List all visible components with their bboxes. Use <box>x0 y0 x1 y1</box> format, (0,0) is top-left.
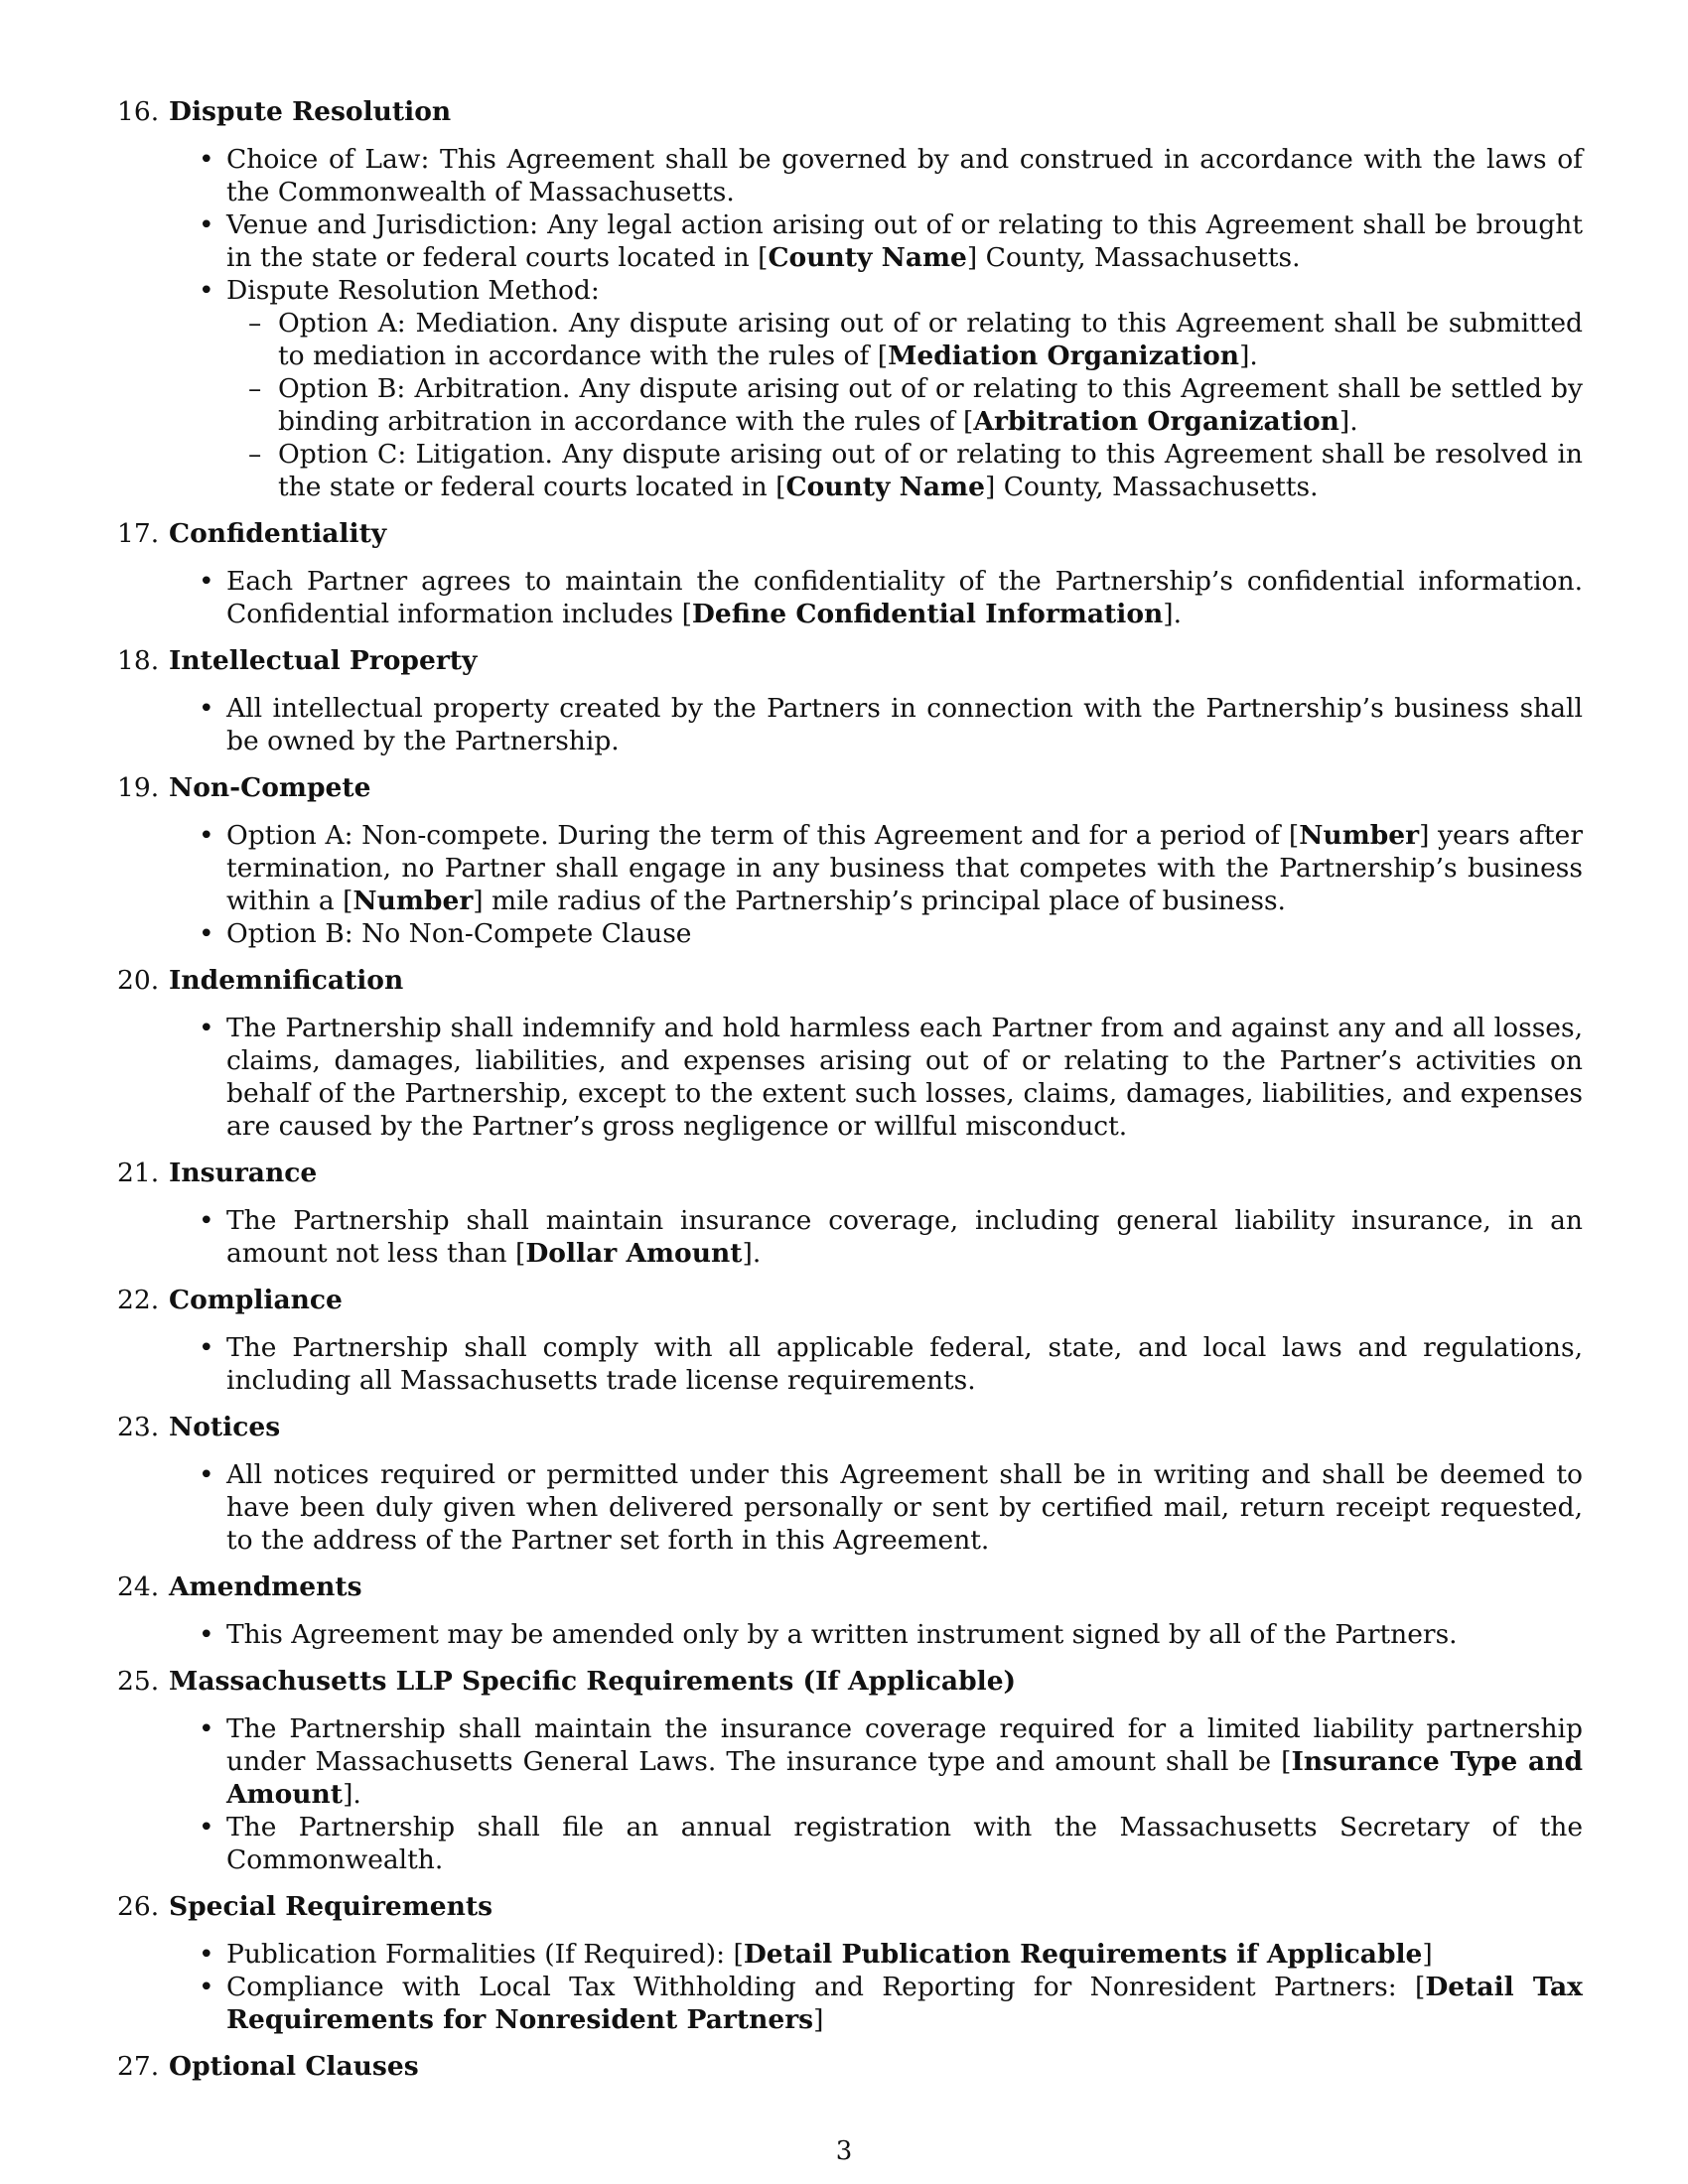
section-number: 16. <box>117 96 160 127</box>
section-heading <box>117 1665 1583 1698</box>
placeholder-field: Arbitration Organization <box>973 406 1339 437</box>
bullet-list <box>117 1458 1583 1557</box>
list-item <box>226 143 1583 208</box>
section-number: 18. <box>117 645 160 676</box>
clause-text: ] County, Massachusetts. <box>966 242 1301 273</box>
clause-text: ]. <box>742 1238 762 1269</box>
section-title: Optional Clauses <box>169 2051 419 2082</box>
clause-text: ]. <box>1239 341 1258 371</box>
clause-text: ] County, Massachusetts. <box>984 472 1319 502</box>
bullet-list <box>117 565 1583 630</box>
list-item <box>226 1971 1583 2036</box>
clause-text: The Partnership shall indemnify and hold harmless each Partner from and against any and all losses, claims, damages, liabilities, and expenses arising out of or relating to the Partner’s activities on behalf of the Partnership, except to the extent such losses, claims, damages, liabilities, and expenses are caused by the Partner’s gross negligence or willful misconduct. <box>226 1013 1583 1142</box>
clause-text: ]. <box>1163 599 1183 629</box>
clause-text: Option C: Litigation. Any dispute arising out of or relating to this Agreement shall be resolved in the state or federal courts located in [ <box>278 439 1583 502</box>
section-number: 23. <box>117 1412 160 1442</box>
section-number: 25. <box>117 1666 160 1697</box>
bullet-list <box>117 1331 1583 1397</box>
section-heading <box>117 644 1583 677</box>
section-19 <box>117 771 1583 950</box>
section-number: 24. <box>117 1571 160 1602</box>
section-16 <box>117 95 1583 503</box>
section-25 <box>117 1665 1583 1876</box>
clause-text: All notices required or permitted under this Agreement shall be in writing and shall be deemed to have been duly given when delivered personally or sent by certified mail, return receipt requested, to the address of the Partner set forth in this Agreement. <box>226 1459 1583 1556</box>
placeholder-field: County Name <box>768 242 967 273</box>
bullet-list <box>117 1204 1583 1270</box>
section-heading <box>117 1284 1583 1316</box>
placeholder-field: County Name <box>785 472 985 502</box>
section-title: Confidentiality <box>169 518 387 549</box>
clause-text: Option A: Mediation. Any dispute arising out of or relating to this Agreement shall be submitted to mediation in accordance with the rules of [ <box>278 308 1583 371</box>
clause-text: ] years after termination, no Partner shall engage in any business that competes with the Partnership’s business within a [ <box>226 820 1584 916</box>
sub-list <box>226 307 1583 503</box>
bullet-list <box>117 1012 1583 1143</box>
bullet-list <box>117 1938 1583 2036</box>
list-item <box>226 1331 1583 1397</box>
clause-text: The Partnership shall maintain the insurance coverage required for a limited liability partnership under Massachusetts General Laws. The insurance type and amount shall be [ <box>226 1713 1583 1777</box>
placeholder-field: Number <box>352 886 474 916</box>
clause-text: Option A: Non-compete. During the term of this Agreement and for a period of [ <box>226 820 1300 851</box>
list-item <box>226 1712 1583 1811</box>
placeholder-field: Insurance Type and Amount <box>226 1746 1583 1810</box>
section-heading <box>117 964 1583 997</box>
placeholder-field: Mediation Organization <box>888 341 1240 371</box>
section-title: Special Requirements <box>169 1891 493 1922</box>
section-27 <box>117 2050 1583 2083</box>
section-title: Non-Compete <box>169 772 371 803</box>
section-24 <box>117 1570 1583 1651</box>
clause-text: ]. <box>1338 406 1358 437</box>
clause-text: The Partnership shall comply with all applicable federal, state, and local laws and regulations, including all Massachusetts trade license requirements. <box>226 1332 1583 1396</box>
section-title: Dispute Resolution <box>169 96 452 127</box>
placeholder-field: Detail Tax Requirements for Nonresident Partners <box>226 1972 1583 2035</box>
section-number: 17. <box>117 518 160 549</box>
section-title: Notices <box>169 1412 281 1442</box>
clause-text: Dispute Resolution Method: <box>226 275 600 306</box>
section-number: 20. <box>117 965 160 996</box>
section-heading <box>117 1570 1583 1603</box>
section-heading <box>117 1411 1583 1443</box>
clause-text: The Partnership shall file an annual registration with the Massachusetts Secretary of the Commonwealth. <box>226 1812 1583 1875</box>
clause-text: ]. <box>343 1779 361 1810</box>
bullet-list <box>117 692 1583 757</box>
bullet-list <box>117 143 1583 503</box>
sub-list-item <box>278 438 1583 503</box>
page-number: 3 <box>835 2136 853 2166</box>
section-26 <box>117 1890 1583 2036</box>
list-item <box>226 1618 1583 1651</box>
section-title: Amendments <box>169 1571 362 1602</box>
list-item <box>226 1938 1583 1971</box>
clause-text: Option B: Arbitration. Any dispute arising out of or relating to this Agreement shall be settled by binding arbitration in accordance with the rules of [ <box>278 373 1583 437</box>
section-heading <box>117 1157 1583 1189</box>
section-title: Massachusetts LLP Specific Requirements (If Applicable) <box>169 1666 1017 1697</box>
section-22 <box>117 1284 1583 1397</box>
clause-text: Publication Formalities (If Required): [ <box>226 1939 744 1970</box>
placeholder-field: Number <box>1299 820 1420 851</box>
section-heading <box>117 1890 1583 1923</box>
section-number: 22. <box>117 1285 160 1315</box>
list-item <box>226 208 1583 274</box>
sub-list-item <box>278 307 1583 372</box>
clause-text: Compliance with Local Tax Withholding and Reporting for Nonresident Partners: [ <box>226 1972 1426 2002</box>
bullet-list <box>117 819 1583 950</box>
clause-text: Venue and Jurisdiction: Any legal action arising out of or relating to this Agreement shall be brought in the state or federal courts located in [ <box>226 209 1583 273</box>
placeholder-field: Detail Publication Requirements if Applicable <box>743 1939 1423 1970</box>
section-23 <box>117 1411 1583 1557</box>
clause-text: ] <box>1422 1939 1433 1970</box>
section-title: Intellectual Property <box>169 645 478 676</box>
section-number: 27. <box>117 2051 160 2082</box>
placeholder-field: Define Confidential Information <box>691 599 1164 629</box>
section-title: Insurance <box>169 1158 318 1188</box>
list-item <box>226 1811 1583 1876</box>
section-number: 21. <box>117 1158 160 1188</box>
section-heading <box>117 2050 1583 2083</box>
section-18 <box>117 644 1583 757</box>
list-item <box>226 274 1583 503</box>
section-heading <box>117 95 1583 128</box>
clause-text: The Partnership shall maintain insurance coverage, including general liability insurance, in an amount not less than [ <box>226 1205 1583 1269</box>
list-item <box>226 917 1583 950</box>
list-item <box>226 1458 1583 1557</box>
section-number: 19. <box>117 772 160 803</box>
section-heading <box>117 771 1583 804</box>
section-heading <box>117 517 1583 550</box>
clause-text: Each Partner agrees to maintain the confidentiality of the Partnership’s confidential information. Confidential information includes [ <box>226 566 1583 629</box>
clause-text: Option B: No Non-Compete Clause <box>226 918 692 949</box>
clause-text: ] <box>813 2004 824 2035</box>
section-17 <box>117 517 1583 630</box>
list-item <box>226 565 1583 630</box>
section-title: Indemnification <box>169 965 404 996</box>
clause-text: ] mile radius of the Partnership’s principal place of business. <box>473 886 1286 916</box>
bullet-list <box>117 1712 1583 1876</box>
clause-text: All intellectual property created by the Partners in connection with the Partnership’s business shall be owned by the Partnership. <box>226 693 1583 756</box>
section-title: Compliance <box>169 1285 343 1315</box>
section-20 <box>117 964 1583 1143</box>
section-number: 26. <box>117 1891 160 1922</box>
list-item <box>226 692 1583 757</box>
placeholder-field: Dollar Amount <box>525 1238 743 1269</box>
list-item <box>226 1204 1583 1270</box>
sub-list-item <box>278 372 1583 438</box>
section-21 <box>117 1157 1583 1270</box>
bullet-list <box>117 1618 1583 1651</box>
clause-text: This Agreement may be amended only by a written instrument signed by all of the Partners. <box>226 1619 1458 1650</box>
list-item <box>226 1012 1583 1143</box>
list-item <box>226 819 1583 917</box>
clause-text: Choice of Law: This Agreement shall be governed by and construed in accordance with the laws of the Commonwealth of Massachusetts. <box>226 144 1583 207</box>
document-body <box>117 95 1583 2097</box>
